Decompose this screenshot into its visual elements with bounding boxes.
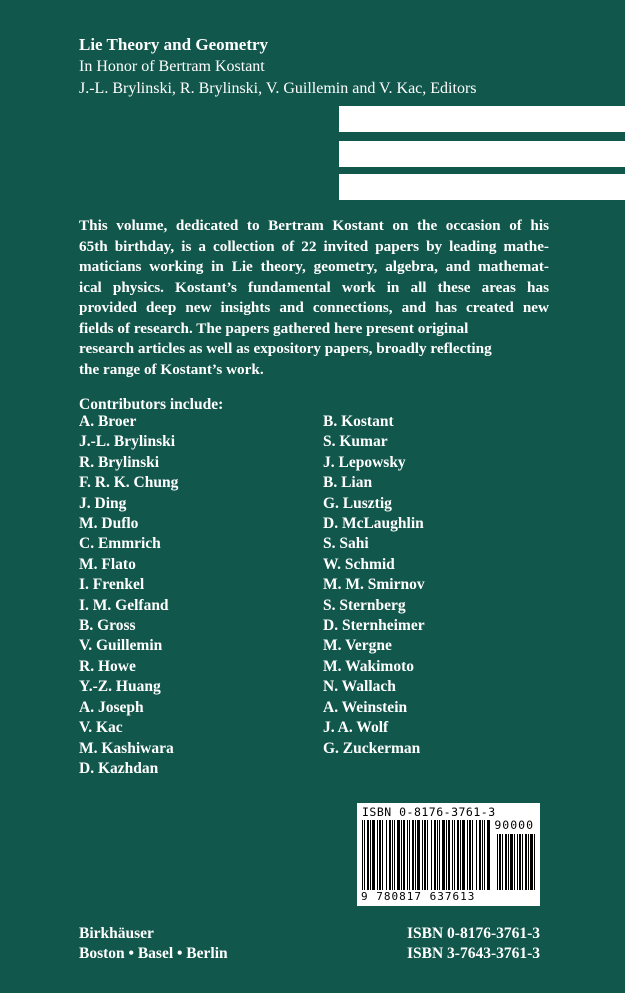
- contributor-name: Y.-Z. Huang: [79, 678, 161, 696]
- description-line: ical physics. Kostant’s fundamental work in all these areas has: [79, 278, 549, 296]
- decorative-stripe: [339, 106, 625, 132]
- contributors-left-column: [79, 412, 178, 779]
- editors-line: J.-L. Brylinski, R. Brylinski, V. Guillemin and V. Kac, Editors: [79, 80, 477, 97]
- description-line: provided deep new insights and connections, and has created new: [79, 299, 549, 316]
- contributor-name: B. Kostant: [323, 413, 394, 430]
- contributors-right-column: [323, 412, 425, 759]
- contributor-name: V. Kac: [79, 719, 123, 737]
- contributor-name: D. Kazhdan: [79, 759, 159, 777]
- contributor-name: F. R. K. Chung: [79, 474, 179, 492]
- contributor-name: J. Ding: [79, 494, 127, 512]
- description-paragraph: [79, 216, 549, 380]
- description-line: fields of research. The papers gathered here present original: [79, 319, 469, 337]
- contributor-name: G. Zuckerman: [323, 739, 421, 757]
- contributor-name: D. Sternheimer: [323, 617, 425, 635]
- contributor-name: J. Lepowsky: [323, 453, 406, 471]
- contributor-name: R. Brylinski: [79, 453, 160, 471]
- description-line: This volume, dedicated to Bertram Kostant on the occasion of his: [79, 217, 549, 234]
- contributor-name: M. Wakimoto: [323, 657, 414, 675]
- contributors-heading: Contributors include:: [79, 396, 224, 413]
- barcode-box: [357, 803, 540, 906]
- contributor-name: W. Schmid: [323, 555, 395, 573]
- contributor-name: N. Wallach: [323, 678, 396, 696]
- contributor-name: M. Duflo: [79, 515, 139, 533]
- contributor-name: A. Weinstein: [323, 698, 408, 716]
- contributor-name: S. Kumar: [323, 433, 388, 451]
- isbn-line-1: ISBN 0-8176-3761-3: [407, 925, 541, 942]
- publisher-cities: Boston • Basel • Berlin: [79, 945, 228, 962]
- contributor-name: B. Lian: [323, 474, 373, 492]
- barcode-addon-number: 90000: [494, 818, 534, 832]
- contributor-name: I. M. Gelfand: [79, 596, 169, 614]
- description-line: 65th birthday, is a collection of 22 invited papers by leading mathe-: [79, 237, 549, 255]
- barcode-bars: [362, 820, 490, 890]
- contributor-name: G. Lusztig: [323, 494, 392, 512]
- contributor-name: S. Sternberg: [323, 596, 406, 614]
- decorative-stripe: [339, 141, 625, 167]
- contributor-name: M. Kashiwara: [79, 739, 174, 757]
- contributor-name: R. Howe: [79, 657, 136, 675]
- contributor-name: M. M. Smirnov: [323, 576, 425, 594]
- contributor-name: V. Guillemin: [79, 637, 163, 655]
- barcode-addon-bars: [497, 834, 535, 890]
- book-title: Lie Theory and Geometry: [79, 35, 269, 54]
- publisher-name: Birkhäuser: [79, 925, 154, 942]
- contributor-name: J. A. Wolf: [323, 719, 389, 737]
- description-line: the range of Kostant’s work.: [79, 360, 264, 378]
- contributor-name: J.-L. Brylinski: [79, 433, 176, 451]
- contributor-name: A. Broer: [79, 413, 137, 430]
- barcode-isbn-text: ISBN 0-8176-3761-3: [362, 805, 496, 819]
- contributor-name: M. Flato: [79, 555, 136, 573]
- contributor-name: S. Sahi: [323, 535, 369, 553]
- contributor-name: B. Gross: [79, 617, 136, 635]
- isbn-line-2: ISBN 3-7643-3761-3: [407, 945, 541, 962]
- decorative-stripe: [339, 174, 625, 200]
- contributor-name: C. Emmrich: [79, 535, 161, 553]
- book-subtitle: In Honor of Bertram Kostant: [79, 58, 265, 75]
- contributor-name: M. Vergne: [323, 637, 392, 655]
- contributor-name: D. McLaughlin: [323, 515, 424, 533]
- barcode-ean-number: 9 780817 637613: [361, 890, 476, 903]
- description-line: research articles as well as expository papers, broadly reflecting: [79, 340, 492, 357]
- description-line: maticians working in Lie theory, geometry, algebra, and mathemat-: [79, 258, 549, 275]
- contributor-name: I. Frenkel: [79, 576, 145, 594]
- contributor-name: A. Joseph: [79, 698, 144, 716]
